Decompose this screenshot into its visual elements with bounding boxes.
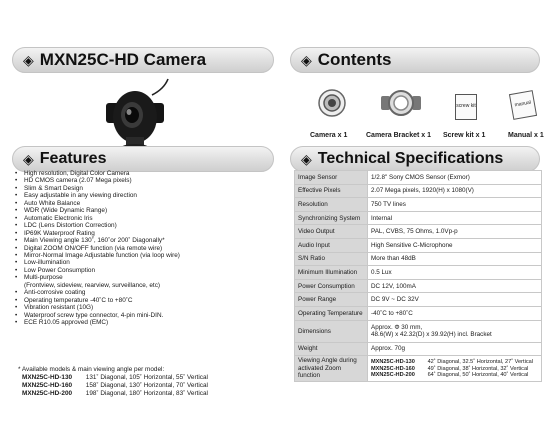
spec-row-dimensions <box>295 320 542 342</box>
spec-row <box>295 342 542 356</box>
available-note: * Available models & main viewing angle per model: <box>18 366 165 373</box>
contents-caption: Manual x 1 <box>508 132 544 139</box>
spec-row <box>295 184 542 198</box>
model-row <box>22 374 208 382</box>
feature-item: • Mirror-Normal Image Adjustable function (via loop wire) <box>12 252 277 259</box>
dimensions-line-2: 48.6(W) x 42.32(D) x 39.92(H) incl. Bracket <box>371 331 492 339</box>
available-models <box>18 366 208 398</box>
diamond-icon: ◈ <box>301 51 312 68</box>
specs-title: Technical Specifications <box>317 150 504 167</box>
diamond-icon: ◈ <box>301 150 312 167</box>
product-title: MXN25C-HD Camera <box>39 50 207 69</box>
contents-caption: Camera x 1 <box>310 132 348 139</box>
spec-value: -40˚C to +80˚C <box>368 306 542 320</box>
feature-item: • IP69K Waterproof Rating <box>12 230 277 237</box>
feature-item: • Low-illumination <box>12 259 277 266</box>
spec-value <box>368 356 542 382</box>
zoom-angle-row <box>371 372 538 378</box>
spec-row-viewing-angle <box>295 356 542 382</box>
bracket-icon <box>379 88 423 118</box>
spec-value: DC 12V, 100mA <box>368 279 542 293</box>
spec-key: Operating Temperature <box>295 306 368 320</box>
spec-row <box>295 238 542 252</box>
features-header <box>12 146 274 172</box>
model-angles: 49˚ Diagonal, 38˚ Horizontal, 32˚ Vertical <box>427 365 529 372</box>
spec-row <box>295 279 542 293</box>
contents-caption: Camera Bracket x 1 <box>366 132 431 139</box>
model-name: MXN25C-HD-130 <box>22 374 73 381</box>
feature-item-continuation: (Frontview, sideview, rearview, surveillance, etc) <box>24 281 161 289</box>
spec-row <box>295 293 542 307</box>
feature-item: • LDC (Lens Distortion Correction) <box>12 222 277 229</box>
spec-key: Minimum Illumination <box>295 266 368 280</box>
feature-item: • Anti-corrosive coating <box>12 289 277 296</box>
spec-row <box>295 306 542 320</box>
model-angles: 198˚ Diagonal, 180˚ Horizontal, 83˚ Vertical <box>85 390 208 397</box>
spec-value: More than 48dB <box>368 252 542 266</box>
dimensions-line-1: Approx. Φ 30 mm, <box>371 323 423 331</box>
spec-value: High Sensitive C-Microphone <box>368 238 542 252</box>
model-name: MXN25C-HD-200 <box>371 371 415 378</box>
feature-item: • WDR (Wide Dynamic Range) <box>12 207 277 214</box>
spec-key: Synchronizing System <box>295 211 368 225</box>
spec-value: 0.5 Lux <box>368 266 542 280</box>
contents-title: Contents <box>317 50 392 69</box>
camera-lens-icon <box>317 88 347 118</box>
spec-row <box>295 225 542 239</box>
model-row <box>22 382 208 390</box>
feature-item: • Vibration resistant (10G) <box>12 304 277 311</box>
model-angles: 158˚ Diagonal, 130˚ Horizontal, 70˚ Vertical <box>85 382 208 389</box>
feature-item: • Low Power Consumption <box>12 267 277 274</box>
spec-key: S/N Ratio <box>295 252 368 266</box>
feature-item: • Waterproof screw type connector, 4-pin mini-DIN. <box>12 312 277 319</box>
model-name: MXN25C-HD-130 <box>371 359 415 366</box>
spec-value: DC 9V ~ DC 32V <box>368 293 542 307</box>
feature-item: • ECE R10.05 approved (EMC) <box>12 319 277 326</box>
spec-value: Approx. 70g <box>368 342 542 356</box>
screw-kit-icon <box>455 94 477 120</box>
product-header <box>12 47 274 73</box>
spec-row <box>295 211 542 225</box>
camera-product-image <box>92 75 177 150</box>
spec-value: PAL, CVBS, 75 Ohms, 1.0Vp-p <box>368 225 542 239</box>
model-angles: 42˚ Diagonal, 32.5˚ Horizontal, 27˚ Vertical <box>427 359 533 366</box>
spec-key: Power Range <box>295 293 368 307</box>
feature-item: • Slim & Smart Design <box>12 185 277 192</box>
model-row <box>22 390 208 398</box>
feature-item: • Multi-purpose <box>12 274 277 281</box>
model-angles: 64˚ Diagonal, 50˚ Horizontal, 40˚ Vertical <box>427 371 529 378</box>
spec-key: Resolution <box>295 198 368 212</box>
model-angles: 131˚ Diagonal, 105˚ Horizontal, 55˚ Vertical <box>85 374 208 381</box>
spec-key: Audio Input <box>295 238 368 252</box>
contents-item-manual <box>508 80 544 139</box>
diamond-icon: ◈ <box>23 51 34 68</box>
spec-value: 2.07 Mega pixels, 1920(H) x 1080(V) <box>368 184 542 198</box>
contents-item-screw-kit <box>443 80 486 139</box>
spec-row <box>295 266 542 280</box>
manual-icon <box>509 90 537 120</box>
spec-value: 1/2.8" Sony CMOS Sensor (Exmor) <box>368 171 542 185</box>
feature-item: • Operating temperature -40˚C to +80˚C <box>12 297 277 304</box>
spec-key: Video Output <box>295 225 368 239</box>
feature-item: • Automatic Electronic Iris <box>12 215 277 222</box>
specs-table <box>294 170 542 382</box>
spec-value: Internal <box>368 211 542 225</box>
feature-item: • HD CMOS camera (2.07 Mega pixels) <box>12 177 277 184</box>
feature-item: • Auto White Balance <box>12 200 277 207</box>
model-name: MXN25C-HD-200 <box>22 390 73 397</box>
contents-item-camera <box>310 80 352 139</box>
spec-row <box>295 252 542 266</box>
feature-item: • Main Viewing angle 130˚, 160˚or 200˚ Diagonally* <box>12 237 277 244</box>
feature-item: • Easy adjustable in any viewing direction <box>12 192 277 199</box>
spec-value: 750 TV lines <box>368 198 542 212</box>
spec-row <box>295 198 542 212</box>
screw-kit-box-text: screw kit <box>456 103 476 109</box>
features-title: Features <box>39 150 107 167</box>
contents-caption: Screw kit x 1 <box>443 132 486 139</box>
spec-key: Dimensions <box>295 320 368 342</box>
contents-header <box>290 47 540 73</box>
model-name: MXN25C-HD-160 <box>371 365 415 372</box>
spec-row <box>295 171 542 185</box>
spec-key: Viewing Angle during activated Zoom function <box>295 356 368 382</box>
spec-value <box>368 320 542 342</box>
spec-key: Image Sensor <box>295 171 368 185</box>
features-list <box>12 170 277 327</box>
feature-item: • Digital ZOOM ON/OFF function (via remote wire) <box>12 245 277 252</box>
diamond-icon: ◈ <box>23 150 34 167</box>
spec-key: Weight <box>295 342 368 356</box>
spec-key: Effective Pixels <box>295 184 368 198</box>
manual-box-text: manual <box>514 99 532 109</box>
spec-key: Power Consumption <box>295 279 368 293</box>
model-name: MXN25C-HD-160 <box>22 382 73 389</box>
feature-item: • High resolution, Digital Color Camera <box>12 170 277 177</box>
specs-header <box>290 146 540 172</box>
contents-item-bracket <box>366 80 431 139</box>
